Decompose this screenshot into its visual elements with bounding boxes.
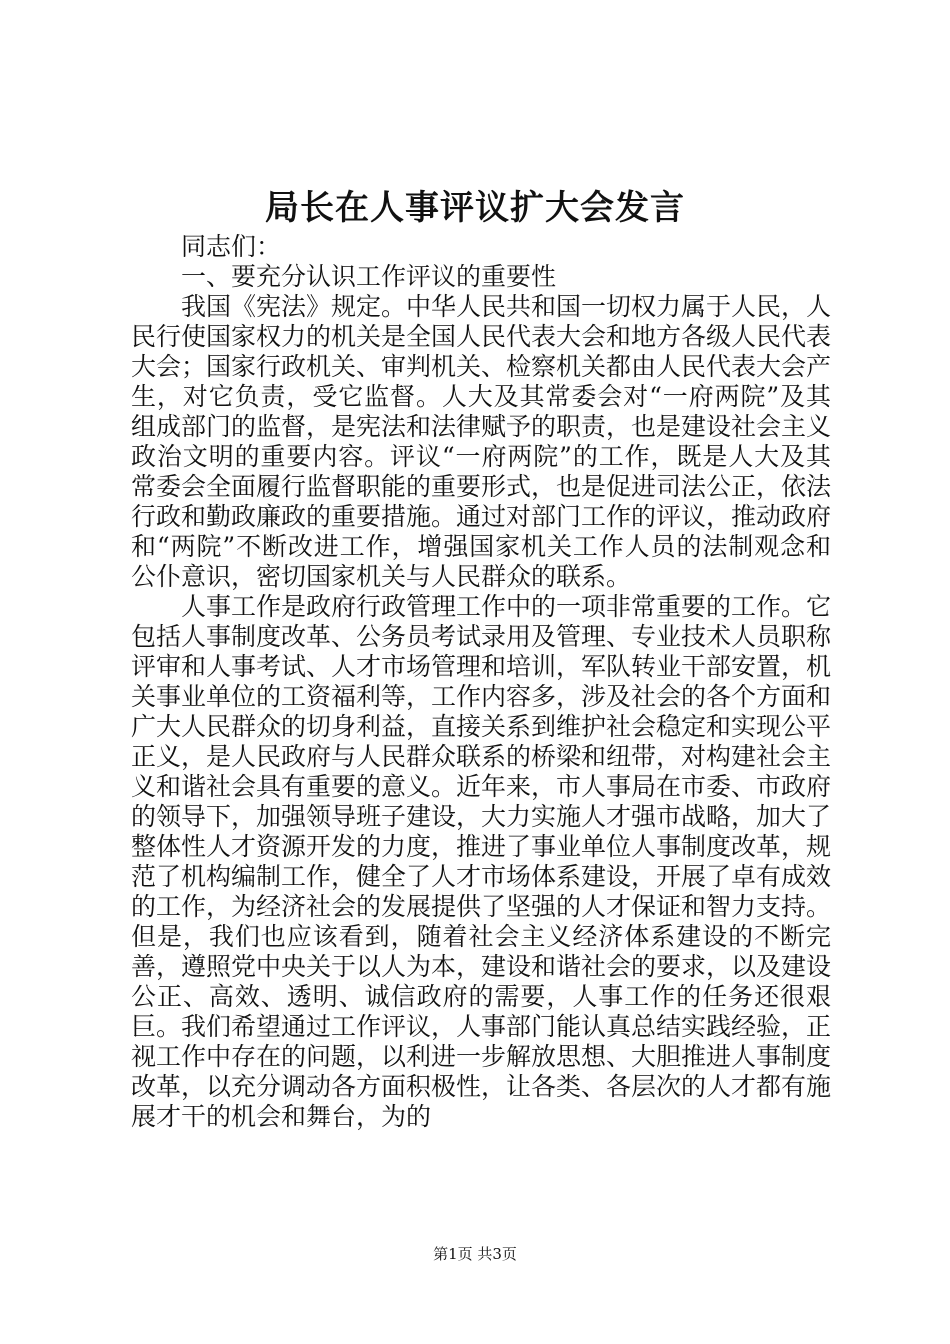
page-number-footer: 第1页 共3页 xyxy=(433,1245,517,1263)
paragraph-constitution: 我国《宪法》规定。中华人民共和国一切权力属于人民，人民行使国家权力的机关是全国人民代表大会和地方各级人民代表大会；国家行政机关、审判机关、检察机关都由人民代表大会产生，对它负责，受它监督。人大及其常委会对“一府两院”及其组成部门的监督，是宪法和法律赋予的职责，也是建设社会主义政治文明的重要内容。评议“一府两院”的工作，既是人大及其常委会全面履行监督职能的重要形式，也是促进司法公正，依法行政和勤政廉政的重要措施。通过对部门工作的评议，推动政府和“两院”不断改进工作，增强国家机关工作人员的法制观念和公仆意识，密切国家机关与人民群众的联系。 xyxy=(131,292,832,591)
section-heading: 一、要充分认识工作评议的重要性 xyxy=(181,262,557,291)
salutation: 同志们： xyxy=(181,232,282,261)
document-body xyxy=(131,232,831,1132)
document-title: 局长在人事评议扩大会发言 xyxy=(265,188,685,228)
paragraph-personnel-work: 人事工作是政府行政管理工作中的一项非常重要的工作。它包括人事制度改革、公务员考试录用及管理、专业技术人员职称评审和人事考试、人才市场管理和培训，军队转业干部安置，机关事业单位的工资福利等，工作内容多，涉及社会的各个方面和广大人民群众的切身利益，直接关系到维护社会稳定和实现公平正义，是人民政府与人民群众联系的桥梁和纽带，对构建社会主义和谐社会具有重要的意义。近年来，市人事局在市委、市政府的领导下，加强领导班子建设，大力实施人才强市战略，加大了整体性人才资源开发的力度，推进了事业单位人事制度改革，规范了机构编制工作，健全了人才市场体系建设，开展了卓有成效的工作，为经济社会的发展提供了坚强的人才保证和智力支持。但是，我们也应该看到，随着社会主义经济体系建设的不断完善，遵照党中央关于以人为本，建设和谐社会的要求，以及建设公正、高效、透明、诚信政府的需要，人事工作的任务还很艰巨。我们希望通过工作评议，人事部门能认真总结实践经验，正视工作中存在的问题，以利进一步解放思想、大胆推进人事制度改革，以充分调动各方面积极性，让各类、各层次的人才都有施展才干的机会和舞台，为的 xyxy=(131,592,832,1131)
